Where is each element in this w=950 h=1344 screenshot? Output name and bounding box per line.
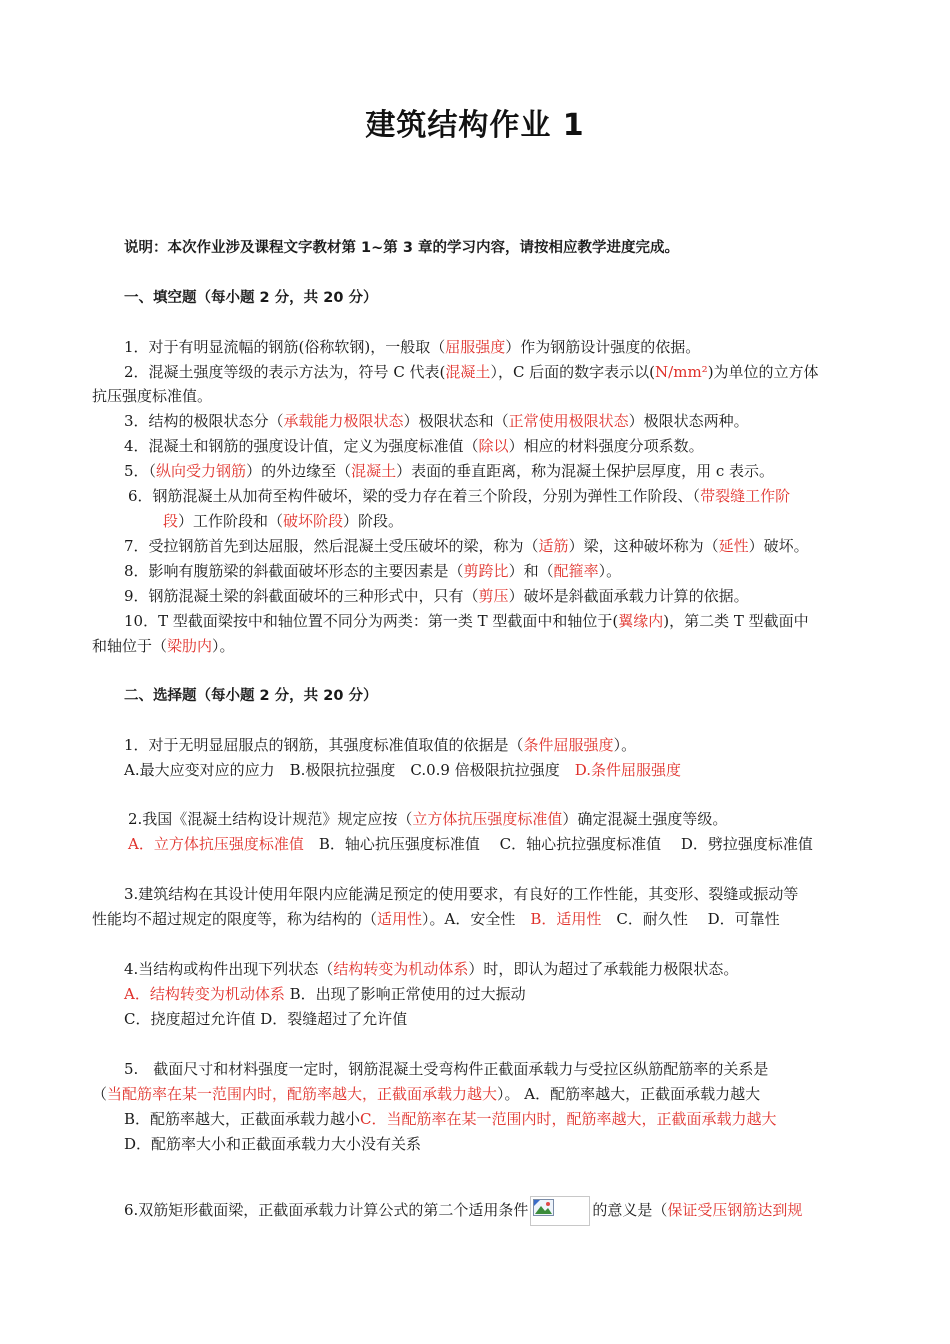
answer: D.条件屈服强度 xyxy=(574,761,681,779)
formula-image-placeholder xyxy=(530,1196,590,1226)
answer: 剪跨比 xyxy=(463,562,509,580)
section2-heading: 二、选择题（每小题 2 分，共 20 分） xyxy=(124,688,378,704)
answer: 除以 xyxy=(478,437,509,455)
choice-question-2-options: A．立方体抗压强度标准值 B．轴心抗压强度标准值 C．轴心抗拉强度标准值 D．劈拉强度标准值 xyxy=(128,835,813,853)
answer: 段 xyxy=(163,512,179,530)
fill-question-7: 7．受拉钢筋首先到达屈服，然后混凝土受压破坏的梁，称为（适筋）梁，这种破坏称为（延性）破坏。 xyxy=(124,537,809,555)
section1-heading: 一、填空题（每小题 2 分，共 20 分） xyxy=(124,290,378,306)
answer: 梁肋内 xyxy=(167,637,213,655)
fill-question-2: 2．混凝土强度等级的表示方法为，符号 C 代表(混凝土），C 后面的数字表示以(N/mm²)为单位的立方体 xyxy=(124,363,819,381)
answer: 剪压 xyxy=(478,587,509,605)
instructions-note: 说明：本次作业涉及课程文字教材第 1~第 3 章的学习内容，请按相应教学进度完成。 xyxy=(124,240,679,256)
choice-question-2: 2.我国《混凝土结构设计规范》规定应按（立方体抗压强度标准值）确定混凝土强度等级。 xyxy=(128,810,728,828)
fill-question-3: 3．结构的极限状态分（承载能力极限状态）极限状态和（正常使用极限状态）极限状态两种。 xyxy=(124,412,749,430)
answer: 混凝土 xyxy=(445,363,491,381)
answer: 承载能力极限状态 xyxy=(283,412,404,430)
broken-image-icon xyxy=(533,1199,555,1217)
answer: C．当配筋率在某一范围内时，配筋率越大，正截面承载力越大 xyxy=(360,1110,777,1128)
fill-question-2-cont: 抗压强度标准值。 xyxy=(92,387,213,405)
answer: 纵向受力钢筋 xyxy=(156,462,247,480)
fill-question-6-cont: 段）工作阶段和（破坏阶段）阶段。 xyxy=(163,512,404,530)
answer: 保证受压钢筋达到规 xyxy=(667,1201,803,1219)
answer: 当配筋率在某一范围内时，配筋率越大，正截面承载力越大 xyxy=(107,1085,498,1103)
answer: 翼缘内 xyxy=(618,612,664,630)
choice-question-3: 3.建筑结构在其设计使用年限内应能满足预定的使用要求，有良好的工作性能，其变形、裂缝或振动等 xyxy=(124,885,799,903)
choice-question-4: 4.当结构或构件出现下列状态（结构转变为机动体系）时，即认为超过了承载能力极限状态。 xyxy=(124,960,739,978)
answer: 条件屈服强度 xyxy=(523,736,614,754)
choice-question-5-cont: （当配筋率在某一范围内时，配筋率越大，正截面承载力越大）。 A．配筋率越大，正截面承载力越大 xyxy=(92,1085,761,1103)
choice-question-3-cont: 性能均不超过规定的限度等，称为结构的（适用性）。A．安全性 B．适用性 C．耐久性 D．可靠性 xyxy=(92,910,780,928)
answer: 破坏阶段 xyxy=(283,512,344,530)
answer: A．立方体抗压强度标准值 xyxy=(128,835,304,853)
fill-question-1: 1．对于有明显流幅的钢筋(俗称软钢)，一般取（屈服强度）作为钢筋设计强度的依据。 xyxy=(124,338,701,356)
answer: 正常使用极限状态 xyxy=(508,412,629,430)
answer: A．结构转变为机动体系 xyxy=(124,985,285,1003)
choice-question-4-options: A．结构转变为机动体系 B．出现了影响正常使用的过大振动 xyxy=(124,985,526,1003)
fill-question-8: 8．影响有腹筋梁的斜截面破坏形态的主要因素是（剪跨比）和（配箍率）。 xyxy=(124,562,622,580)
answer: N/mm² xyxy=(655,363,708,381)
fill-question-4: 4．混凝土和钢筋的强度设计值，定义为强度标准值（除以）相应的材料强度分项系数。 xyxy=(124,437,704,455)
fill-question-10-cont: 和轴位于（梁肋内）。 xyxy=(92,637,235,655)
answer: 屈服强度 xyxy=(445,338,506,356)
fill-question-10: 10．T 型截面梁按中和轴位置不同分为两类：第一类 T 型截面中和轴位于(翼缘内)，第二类 T 型截面中 xyxy=(124,612,809,630)
fill-question-5: 5．（纵向受力钢筋）的外边缘至（混凝土）表面的垂直距离，称为混凝土保护层厚度，用 c 表示。 xyxy=(124,462,775,480)
choice-question-5-options-cont: D．配筋率大小和正截面承载力大小没有关系 xyxy=(124,1135,422,1153)
answer: 带裂缝工作阶 xyxy=(700,487,791,505)
choice-question-5: 5. 截面尺寸和材料强度一定时，钢筋混凝土受弯构件正截面承载力与受拉区纵筋配筋率的关系是 xyxy=(124,1060,769,1078)
fill-question-6: 6．钢筋混凝土从加荷至构件破坏，梁的受力存在着三个阶段，分别为弹性工作阶段、（带裂缝工作阶 xyxy=(128,487,791,505)
answer: B．适用性 xyxy=(530,910,602,928)
fill-question-9: 9．钢筋混凝土梁的斜截面破坏的三种形式中，只有（剪压）破坏是斜截面承载力计算的依据。 xyxy=(124,587,749,605)
page-title: 建筑结构作业 1 xyxy=(365,108,585,143)
answer: 结构转变为机动体系 xyxy=(333,960,469,978)
choice-question-5-options: B．配筋率越大，正截面承载力越小C．当配筋率在某一范围内时，配筋率越大，正截面承载力越大 xyxy=(124,1110,777,1128)
answer: 适用性 xyxy=(377,910,423,928)
choice-question-1-options: A.最大应变对应的应力 B.极限抗拉强度 C.0.9 倍极限抗拉强度 D.条件屈服强度 xyxy=(124,761,681,779)
answer: 配箍率 xyxy=(553,562,599,580)
choice-question-1: 1．对于无明显屈服点的钢筋，其强度标准值取值的依据是（条件屈服强度）。 xyxy=(124,736,637,754)
choice-question-6: 6.双筋矩形截面梁，正截面承载力计算公式的第二个适用条件 的意义是（保证受压钢筋达到规 xyxy=(124,1195,802,1226)
answer: 适筋 xyxy=(538,537,569,555)
answer: 延性 xyxy=(718,537,749,555)
choice-question-4-options-cont: C．挠度超过允许值 D．裂缝超过了允许值 xyxy=(124,1010,408,1028)
answer: 立方体抗压强度标准值 xyxy=(412,810,563,828)
answer: 混凝土 xyxy=(351,462,397,480)
